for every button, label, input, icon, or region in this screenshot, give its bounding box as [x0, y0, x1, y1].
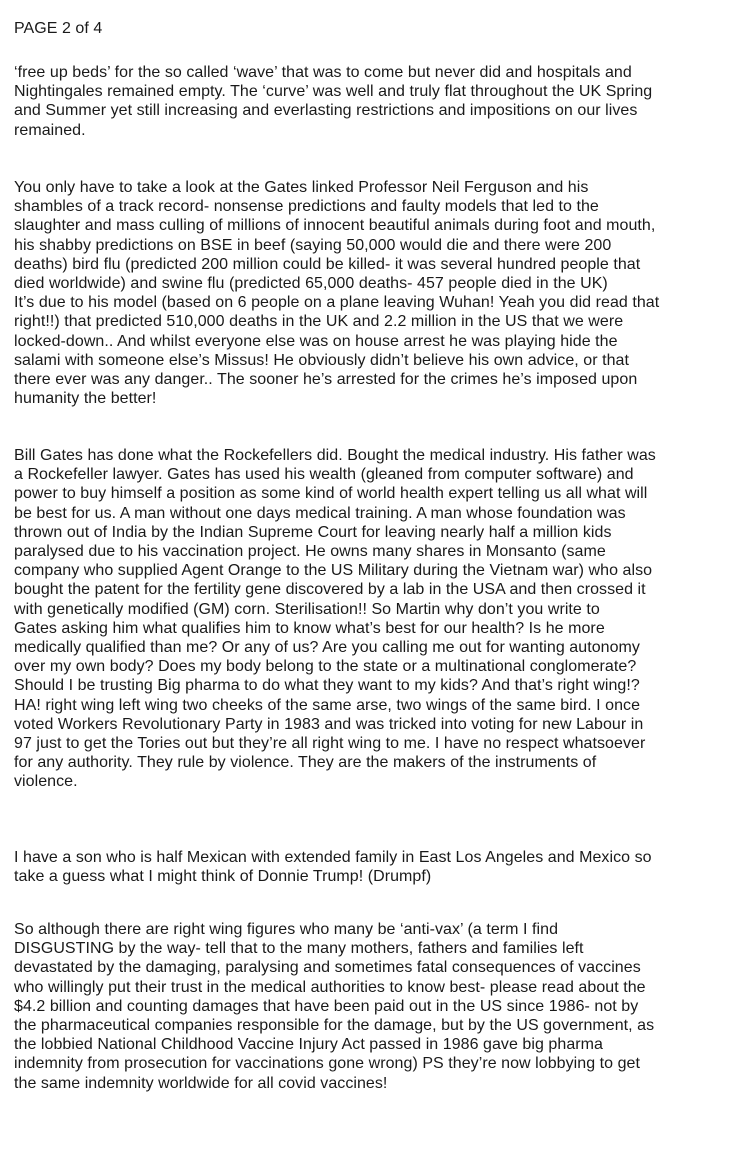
- paragraph-bill-gates: Bill Gates has done what the Rockefellers did. Bought the medical industry. His father was a Rockefeller lawyer. Gates has used his wealth (gleaned from computer software) and power to buy himself a position as some kind of world health expert telling us all what will be best for us. A man without one days medical training. A man whose foundation was thrown out of India by the Indian Supreme Court for leaving nearly half a million kids paralysed due to his vaccination project. He owns many shares in Monsanto (same company who supplied Agent Orange to the US Military during the Vietnam war) who also bought the patent for the fertility gene discovered by a lab in the USA and then crossed it with genetically modified (GM) corn. Sterilisation!! So Martin why don’t you write to Gates asking him what qualifies him to know what’s best for our health? Is he more medically qualified than me? Or any of us? Are you calling me out for wanting autonomy over my own body? Does my body belong to the state or a multinational conglomerate? Should I be trusting Big pharma to do what they want to my kids? And that’s right wing!? HA! right wing left wing two cheeks of the same arse, two wings of the same bird. I once voted Workers Revolutionary Party in 1983 and was tricked into voting for new Labour in 97 just to get the Tories out but they’re all right wing to me. I have no respect whatsoever for any authority. They rule by violence. They are the makers of the instruments of violence.: [14, 447, 656, 791]
- paragraph-son-mexican: I have a son who is half Mexican with extended family in East Los Angeles and Mexico so take a guess what I might think of Donnie Trump! (Drumpf): [14, 849, 652, 886]
- page-number-header: PAGE 2 of 4: [14, 20, 103, 37]
- paragraph-neil-ferguson: You only have to take a look at the Gates linked Professor Neil Ferguson and his shambles of a track record- nonsense predictions and faulty models that led to the slaughter and mass culling of millions of innocent beautiful animals during foot and mouth, his shabby predictions on BSE in beef (saying 50,000 would die and there were 200 deaths) bird flu (predicted 200 million could be killed- it was several hundred people that died worldwide) and swine flu (predicted 65,000 deaths- 457 people died in the UK) It’s due to his model (based on 6 people on a plane leaving Wuhan! Yeah you did read that right!!) that predicted 510,000 deaths in the UK and 2.2 million in the US that we were locked-down.. And whilst everyone else was on house arrest he was playing hide the salami with someone else’s Missus! He obviously didn’t believe his own advice, or that there ever was any danger.. The sooner he’s arrested for the crimes he’s imposed upon humanity the better!: [14, 179, 660, 408]
- paragraph-anti-vax: So although there are right wing figures who many be ‘anti-vax’ (a term I find DISGUSTING by the way- tell that to the many mothers, fathers and families left devastated by the damaging, paralysing and sometimes fatal consequences of vaccines who willingly put their trust in the medical authorities to know best- please read about the $4.2 billion and counting damages that have been paid out in the US since 1986- not by the pharmaceutical companies responsible for the damage, but by the US government, as the lobbied National Childhood Vaccine Injury Act passed in 1986 gave big pharma indemnity from prosecution for vaccinations gone wrong) PS they’re now lobbying to get the same indemnity worldwide for all covid vaccines!: [14, 921, 655, 1092]
- paragraph-hospital-wave: ‘free up beds’ for the so called ‘wave’ that was to come but never did and hospitals and Nightingales remained empty. The ‘curve’ was well and truly flat throughout the UK Spring and Summer yet still increasing and everlasting restrictions and impositions on our lives remained.: [14, 64, 653, 139]
